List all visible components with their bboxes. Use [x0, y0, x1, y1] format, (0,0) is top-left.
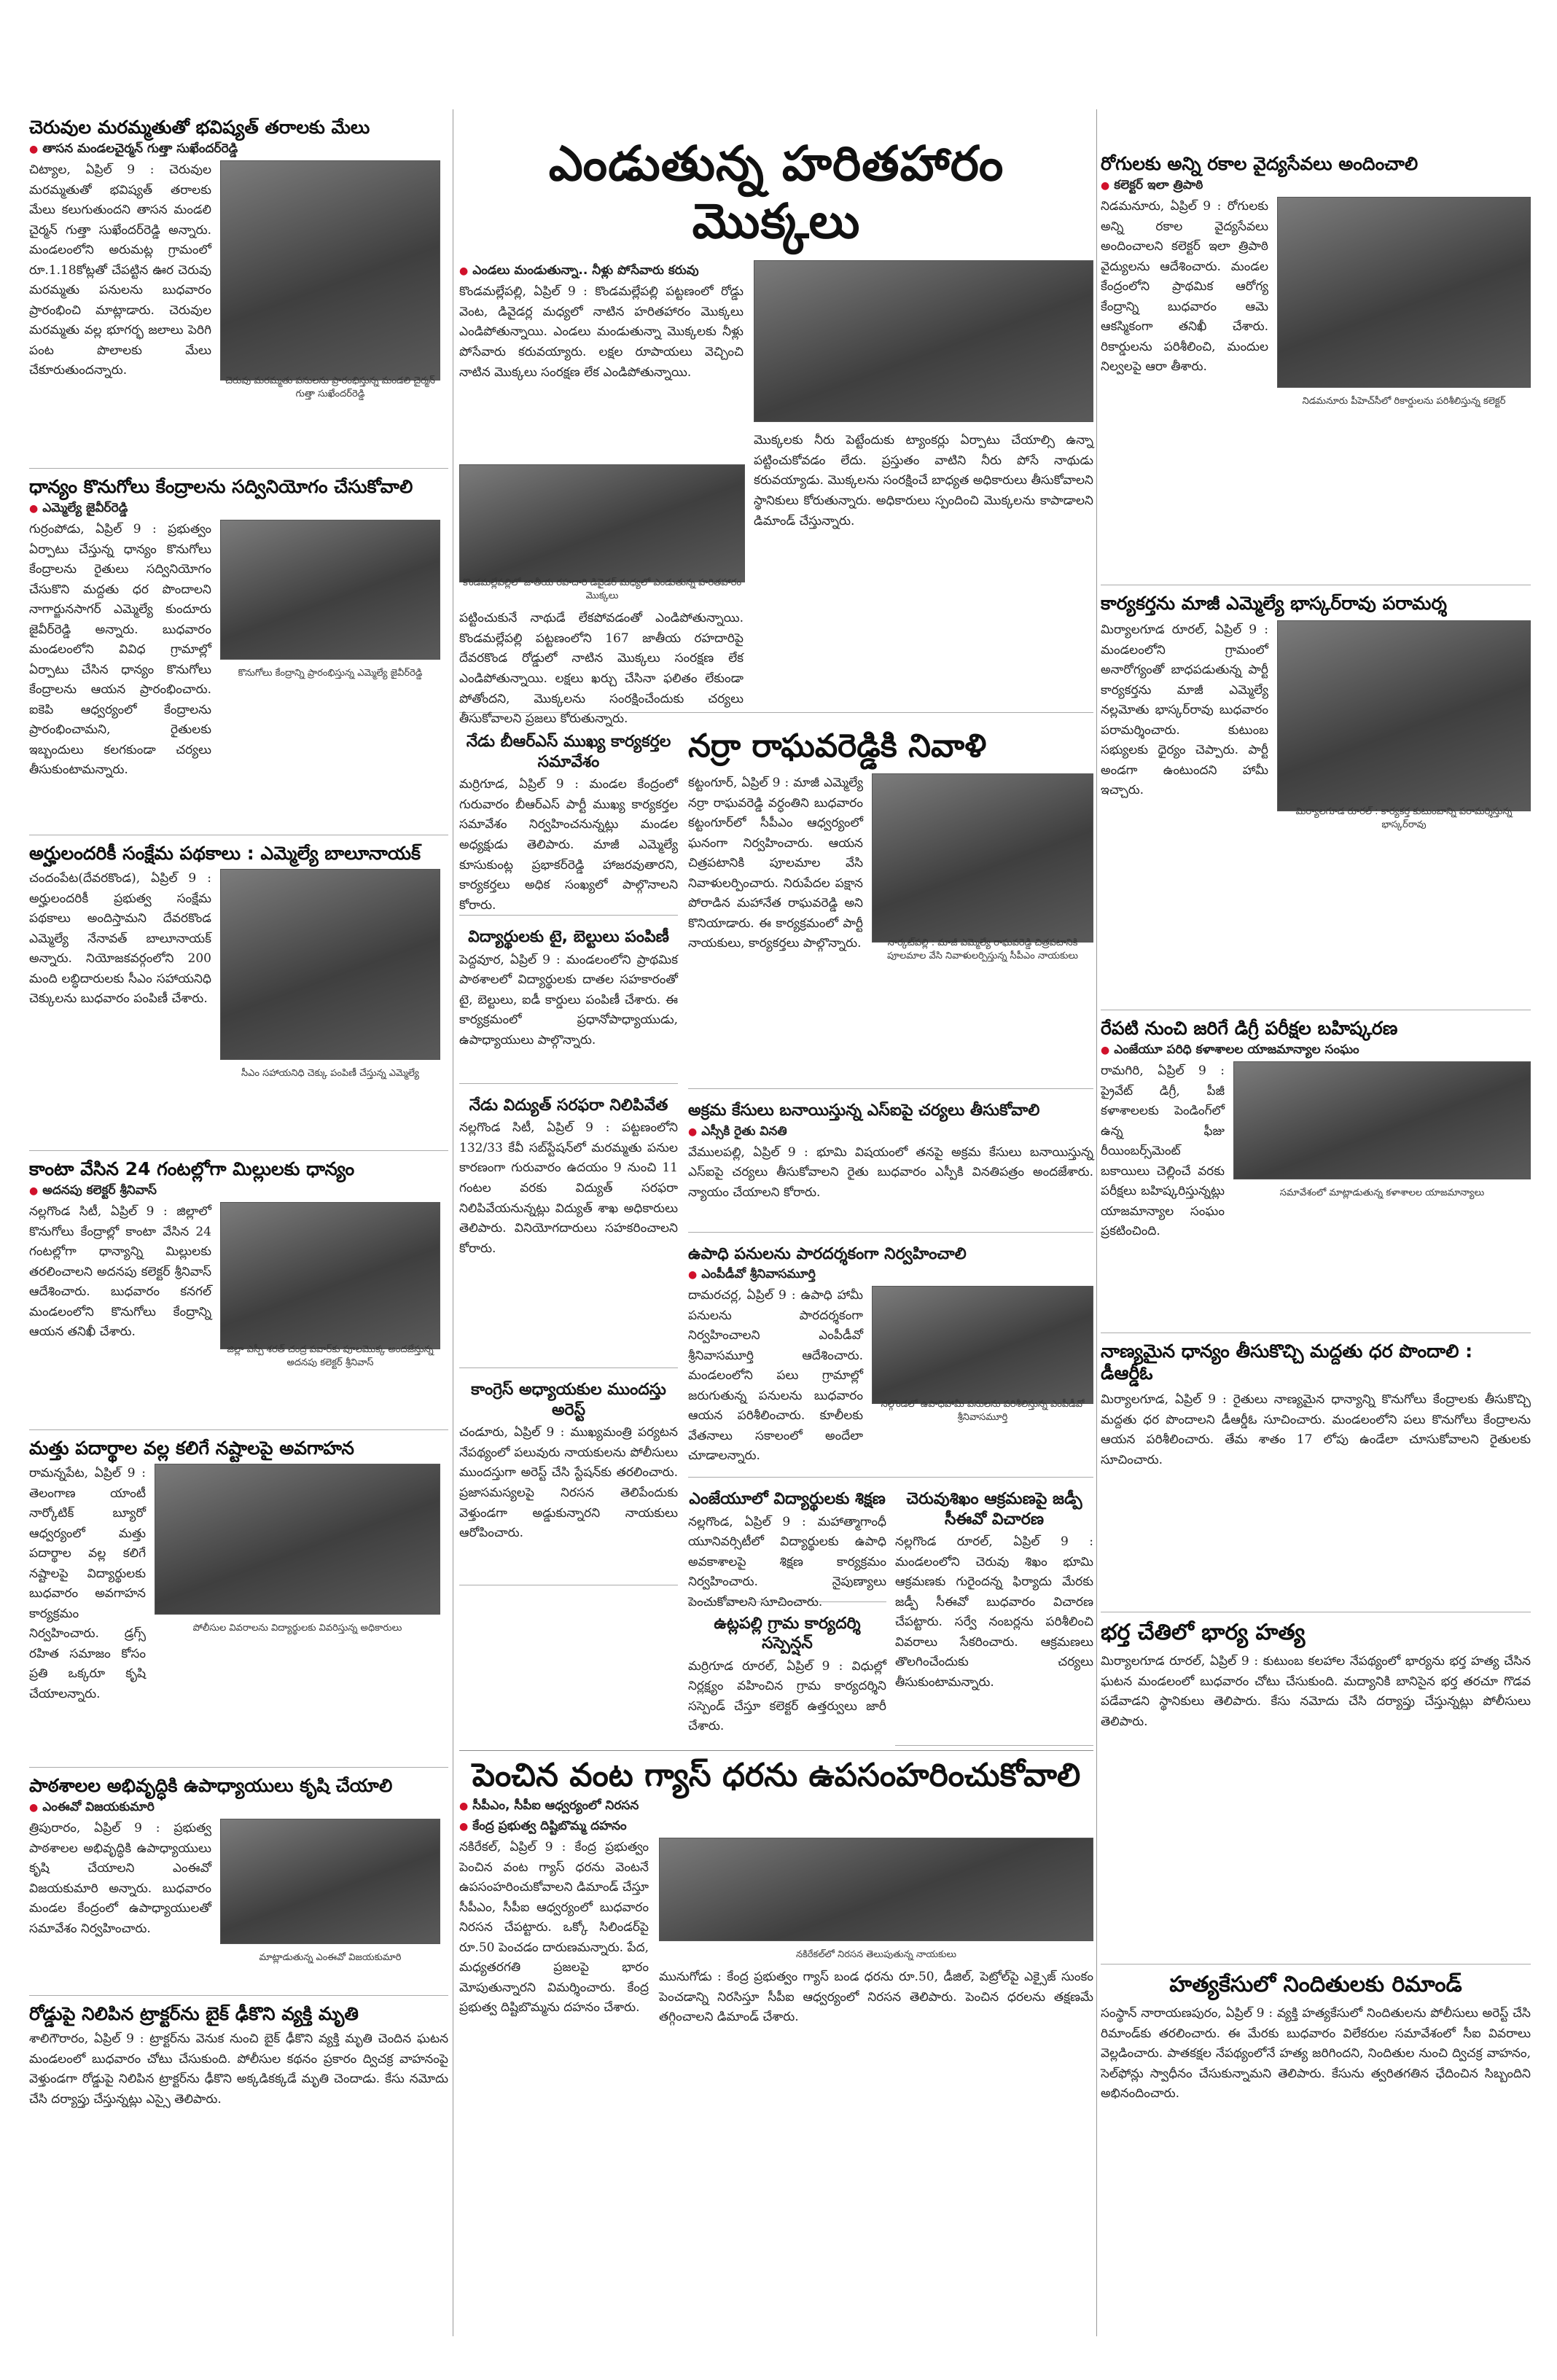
- news-photo: [220, 160, 440, 399]
- article-body: రామన్నపేట, ఏప్రిల్ 9 : తెలంగాణ యాంటీ నార్కోటిక్ బ్యూరో ఆధ్వర్యంలో మత్తు పదార్థాల వల్ల కలిగే నష్టాలపై విద్యార్థులకు బుధవారం అవగాహన కార్యక్రమం నిర్వహించారు. డ్రగ్స్ రహిత సమాజం కోసం ప్రతి ఒక్కరూ కృషి చేయాలన్నారు.: [29, 1466, 146, 1701]
- article-body: మిర్యాలగూడ రూరల్, ఏప్రిల్ 9 : మండలంలోని గ్రామంలో అనారోగ్యంతో బాధపడుతున్న పార్టీ కార్యకర్తను మాజీ ఎమ్మెల్యే నల్లమోతు భాస్కర్‌రావు బుధవారం పరామర్శించారు. కుటుంబ సభ్యులకు ధైర్యం చెప్పారు. పార్టీ అండగా ఉంటుందని హామీ ఇచ్చారు.: [1101, 623, 1268, 798]
- article-body: నల్లగొండ రూరల్, ఏప్రిల్ 9 : మండలంలోని చెరువు శిఖం భూమి ఆక్రమణకు గురైందన్న ఫిర్యాదు మేరకు జడ్పీ సీఈవో బుధవారం విచారణ చేపట్టారు. సర్వే నంబర్లను పరిశీలించి వివరాలు సేకరించారు. ఆక్రమణలు తొలగించేందుకు చర్యలు తీసుకుంటామన్నారు.: [895, 1534, 1093, 1690]
- headline: నర్రా రాఘవరెడ్డికి నివాళి: [688, 727, 987, 765]
- news-photo: [1277, 620, 1531, 830]
- story-remand: [1101, 1965, 1531, 2275]
- article-body: వేములపల్లి, ఏప్రిల్ 9 : భూమి విషయంలో తనపై అక్రమ కేసులు బనాయిస్తున్న ఎస్ఐపై చర్యలు తీసుకోవాలని రైతు బుధవారం ఎస్పీకి వినతిపత్రం అందజేశారు. న్యాయం చేయాలని కోరారు.: [688, 1144, 1093, 1200]
- article-body: మిర్యాలగూడ రూరల్, ఏప్రిల్ 9 : కుటుంబ కలహాల నేపథ్యంలో భార్యను భర్త హత్య చేసిన ఘటన మండలంలో బుధవారం చోటు చేసుకుంది. మద్యానికి బానిసైన భర్త తరచూ గొడవ పడేవాడని స్థానికులు తెలిపారు. కేసు నమోదు చేసి దర్యాప్తు చేస్తున్నట్లు పోలీసులు తెలిపారు.: [1101, 1654, 1531, 1729]
- story-tank-encroachment: [895, 1478, 1093, 1746]
- story-welfare: [29, 835, 448, 1151]
- news-photo: [1233, 1061, 1531, 1198]
- headline: పాఠశాలల అభివృద్ధికి ఉపాధ్యాయులు కృషి చేయాలి: [29, 1775, 393, 1796]
- article-body: మర్రిగూడ, ఏప్రిల్ 9 : మండల కేంద్రంలో గురువారం బీఆర్ఎస్ పార్టీ ముఖ్య కార్యకర్తల సమావేశం నిర్వహించనున్నట్లు మండల అధ్యక్షుడు తెలిపారు. మాజీ ఎమ్మెల్యే కూసుకుంట్ల ప్రభాకర్‌రెడ్డి హాజరవుతారని, కార్యకర్తలు అధిక సంఖ్యలో పాల్గొనాలని కోరారు.: [459, 777, 678, 913]
- headline: కాంటా వేసిన 24 గంటల్లోగా మిల్లులకు ధాన్యం: [29, 1158, 355, 1179]
- headline: ధాన్యం కొనుగోలు కేంద్రాలను సద్వినియోగం చేసుకోవాలి: [29, 476, 413, 497]
- article-body: చందంపేట(దేవరకొండ), ఏప్రిల్ 9 : అర్హులందరికీ ప్రభుత్వ సంక్షేమ పథకాలు అందిస్తామని దేవరకొండ ఎమ్మెల్యే నేనావత్ బాలూనాయక్ అన్నారు. నియోజకవర్గంలోని 200 మంది లబ్ధిదారులకు సీఎం సహాయనిధి చెక్కులను బుధవారం పంపిణీ చేశారు.: [29, 871, 211, 1007]
- news-photo: [659, 1838, 1093, 1960]
- article-body: సంస్థాన్ నారాయణపురం, ఏప్రిల్ 9 : వ్యక్తి హత్యకేసులో నిందితులను పోలీసులు అరెస్ట్ చేసి రిమాండ్‌కు తరలించారు. ఈ మేరకు బుధవారం విలేకరుల సమావేశంలో సీఐ వివరాలు వెల్లడించారు. పాతకక్షల నేపథ్యంలోనే హత్య జరిగిందని, నిందితుల నుంచి ద్విచక్ర వాహనం, సెల్‌ఫోన్లు స్వాధీనం చేసుకున్నామని తెలిపారు. కేసును త్వరితగతిన ఛేదించిన సిబ్బందిని అభినందించారు.: [1101, 2006, 1531, 2102]
- story-power-cut: [459, 1084, 678, 1369]
- article-body: నకిరేకల్, ఏప్రిల్ 9 : కేంద్ర ప్రభుత్వం పెంచిన వంట గ్యాస్ ధరను వెంటనే ఉపసంహరించుకోవాలని డిమాండ్ చేస్తూ సీపీఎం, సీపీఐ ఆధ్వర్యంలో బుధవారం నిరసన చేపట్టారు. ఒక్కో సిలిండర్‌పై రూ.50 పెంచడం దారుణమన్నారు. పేద, మధ్యతరగతి ప్రజలపై భారం మోపుతున్నారని విమర్శించారు. కేంద్ర ప్రభుత్వ దిష్టిబొమ్మను దహనం చేశారు.: [459, 1839, 649, 2016]
- news-photo: [872, 773, 1093, 962]
- article-body: నల్లగొండ సిటీ, ఏప్రిల్ 9 : పట్టణంలోని 132/33 కేవీ సబ్‌స్టేషన్‌లో మరమ్మతు పనుల కారణంగా గురువారం ఉదయం 9 నుంచి 11 గంటల వరకు విద్యుత్ సరఫరా నిలిపివేయనున్నట్లు విద్యుత్ శాఖ అధికారులు తెలిపారు. వినియోగదారులు సహకరించాలని కోరారు.: [459, 1120, 678, 1256]
- byline: ● కలెక్టర్ ఇలా త్రిపాఠి: [1101, 178, 1531, 195]
- photo-caption: నార్కట్‌పల్లి : మాజీ ఎమ్మెల్యే రాఘవరెడ్డి చిత్రపటానికి పూలమాల వేసి నివాళులర్పిస్తున్న సీపీఎం నాయకులు: [886, 937, 1079, 962]
- lead-story: [459, 260, 1093, 727]
- headline: నేడు విద్యుత్ సరఫరా నిలిపివేత: [469, 1096, 668, 1115]
- photo-caption: జిల్లా ఎస్పీ శరత్ చంద్ర పవార్‌కు పూలమొక్క అందజేస్తున్న అదనపు కలెక్టర్ శ్రీనివాస్: [227, 1344, 434, 1368]
- article-body: నల్లగొండ, ఏప్రిల్ 9 : మహాత్మాగాంధీ యూనివర్సిటీలో విద్యార్థులకు ఉపాధి అవకాశాలపై శిక్షణ కార్యక్రమం నిర్వహించారు. నైపుణ్యాలు పెంచుకోవాలని సూచించారు.: [688, 1514, 886, 1610]
- photo-caption: కొండమల్లేపల్లిలో జాతీయ రహదారి డివైడర్ మధ్యలో ఎండుతున్న హరితహారం మొక్కలు: [462, 577, 742, 602]
- article-body: నిడమనూరు, ఏప్రిల్ 9 : రోగులకు అన్ని రకాల వైద్యసేవలు అందించాలని కలెక్టర్ ఇలా త్రిపాఠి వైద్యులను ఆదేశించారు. మండల కేంద్రంలోని ప్రాథమిక ఆరోగ్య కేంద్రాన్ని బుధవారం ఆమె ఆకస్మికంగా తనిఖీ చేశారు. రికార్డులను పరిశీలించి, మందుల నిల్వలపై ఆరా తీశారు.: [1101, 199, 1268, 375]
- headline: అర్హులందరికీ సంక్షేమ పథకాలు : ఎమ్మెల్యే బాలూనాయక్: [29, 843, 421, 864]
- byline: ● ఎమ్మెల్యే జైవీర్‌రెడ్డి: [29, 501, 448, 518]
- headline: నాణ్యమైన ధాన్యం తీసుకొచ్చి మద్దతు ధర పొందాలి : డీఆర్డీఓ: [1101, 1341, 1473, 1384]
- news-photo: [155, 1464, 440, 1634]
- news-photo: [459, 464, 745, 602]
- news-photo: [754, 260, 1093, 422]
- headline: రేపటి నుంచి జరిగే డిగ్రీ పరీక్షల బహిష్కరణ: [1101, 1018, 1398, 1039]
- news-photo: [1277, 197, 1531, 407]
- photo-caption: నకిరేకల్‌లో నిరసన తెలుపుతున్న నాయకులు: [795, 1948, 957, 1960]
- headline: అక్రమ కేసులు బనాయిస్తున్న ఎస్ఐపై చర్యలు తీసుకోవాలి: [688, 1101, 1040, 1120]
- article-body: పెద్దవూర, ఏప్రిల్ 9 : మండలంలోని ప్రాథమిక పాఠశాలలో విద్యార్థులకు దాతల సహకారంతో టై, బెల్టులు, ఐడీ కార్డులు పంపిణీ చేశారు. ఈ కార్యక్రమంలో ప్రధానోపాధ్యాయుడు, ఉపాధ్యాయులు పాల్గొన్నారు.: [459, 952, 678, 1047]
- photo-caption: పోలీసుల వివరాలను విద్యార్థులకు వివరిస్తున్న అధికారులు: [192, 1623, 402, 1634]
- story-tie-belt: [459, 916, 678, 1084]
- story-tank-repair: [29, 109, 448, 469]
- byline: ● సీపీఎం, సీపీఐ ఆధ్వర్యంలో నిరసన: [459, 1798, 1093, 1816]
- photo-caption: సీఎం సహాయనిధి చెక్కు పంపిణీ చేస్తున్న ఎమ్మెల్యే: [241, 1068, 419, 1079]
- right-column: [1101, 146, 1531, 2344]
- left-column: [29, 109, 448, 2344]
- story-accident: [29, 1996, 448, 2162]
- story-brs: [459, 720, 678, 916]
- story-quality-grain: [1101, 1333, 1531, 1612]
- article-body: శాలిగౌరారం, ఏప్రిల్ 9 : ట్రాక్టర్‌ను వెనుక నుంచి బైక్ ఢీకొని వ్యక్తి మృతి చెందిన ఘటన మండలంలో బుధవారం చోటు చేసుకుంది. పోలీసుల కథనం ప్రకారం ద్విచక్ర వాహనంపై వెళ్తుండగా రోడ్డుపై నిలిపిన ట్రాక్టర్‌ను ఢీకొని అక్కడికక్కడే మృతి చెందాడు. కేసు నమోదు చేసి దర్యాప్తు చేస్తున్నట్లు ఎస్సై తెలిపారు.: [29, 2032, 448, 2107]
- news-photo: [220, 869, 440, 1079]
- byline: ● ఎంపీడీవో శ్రీనివాసమూర్తి: [688, 1267, 1093, 1284]
- news-photo: [220, 1819, 440, 1963]
- article-body: నల్లగొండ సిటీ, ఏప్రిల్ 9 : జిల్లాలో కొనుగోలు కేంద్రాల్లో కాంటా వేసిన 24 గంటల్లోగా ధాన్యాన్ని మిల్లులకు తరలించాలని అదనపు కలెక్టర్ శ్రీనివాస్ ఆదేశించారు. బుధవారం కనగల్ మండలంలోని కొనుగోలు కేంద్రాన్ని ఆయన తనిఖీ చేశారు.: [29, 1204, 211, 1340]
- story-schools: [29, 1768, 448, 1996]
- news-photo: [872, 1286, 1093, 1424]
- byline: ● ఎస్సీకి రైతు వినతి: [688, 1124, 1093, 1142]
- story-false-cases: [688, 1089, 1093, 1233]
- headline: చెరువుల మరమ్మతుతో భవిష్యత్ తరాలకు మేలు: [29, 117, 370, 138]
- article-body: మునుగోడు : కేంద్ర ప్రభుత్వం గ్యాస్ బండ ధరను రూ.50, డీజిల్, పెట్రోల్‌పై ఎక్సైజ్ సుంకం పెంచడాన్ని నిరసిస్తూ సీపీఐ ఆధ్వర్యంలో నిరసన తెలిపారు. పెంచిన ధరలను తక్షణమే తగ్గించాలని డిమాండ్ చేశారు.: [659, 1969, 1093, 2025]
- headline: నేడు బీఆర్ఎస్ ముఖ్య కార్యకర్తల సమావేశం: [466, 733, 671, 771]
- headline: ఎంజేయూలో విద్యార్థులకు శిక్షణ: [689, 1490, 886, 1509]
- story-grain-centres: [29, 469, 448, 835]
- story-collector-visit: [1101, 146, 1531, 585]
- middle-right-subcolumn: [688, 720, 1093, 1746]
- headline: ఉపాధి పనులను పారదర్శకంగా నిర్వహించాలి: [688, 1244, 967, 1263]
- photo-caption: నల్గొండలో ఉపాధిహామీ పనులను పరిశీలిస్తున్న ఎంపీడీవో శ్రీనివాసమూర్తి: [881, 1399, 1085, 1424]
- headline: పెంచిన వంట గ్యాస్ ధరను ఉపసంహరించుకోవాలి: [472, 1757, 1081, 1795]
- headline: కాంగ్రెస్ అధ్యాయకుల ముందస్తు అరెస్ట్: [471, 1381, 666, 1419]
- story-suspension: [688, 1602, 886, 1746]
- article-body: మిర్యాలగూడ, ఏప్రిల్ 9 : రైతులు నాణ్యమైన ధాన్యాన్ని కొనుగోలు కేంద్రాలకు తీసుకొచ్చి మద్దతు ధర పొందాలని డీఆర్డీఓ సూచించారు. మండలంలోని పలు కొనుగోలు కేంద్రాలను ఆయన పరిశీలించారు. తేమ శాతం 17 లోపు ఉండేలా చూసుకోవాలని రైతులకు సూచించారు.: [1101, 1392, 1531, 1467]
- story-exam-boycott: [1101, 1010, 1531, 1333]
- headline: మత్తు పదార్థాల వల్ల కలిగే నష్టాలపై అవగాహన: [29, 1437, 354, 1459]
- article-body: గుర్రంపోడు, ఏప్రిల్ 9 : ప్రభుత్వం ఏర్పాటు చేస్తున్న ధాన్యం కొనుగోలు కేంద్రాలను రైతులు సద్వినియోగం చేసుకొని మద్దతు ధర పొందాలని నాగార్జునసాగర్ ఎమ్మెల్యే కుందూరు జైవీర్‌రెడ్డి అన్నారు. బుధవారం మండలంలోని వివిధ గ్రామాల్లో ఏర్పాటు చేసిన ధాన్యం కొనుగోలు కేంద్రాలను ఆయన ప్రారంభించారు. ఐకెపి ఆధ్వర్యంలో కేంద్రాలను ప్రారంభించామని, రైతులకు ఇబ్బందులు కలగకుండా చర్యలు తీసుకుంటామన్నారు.: [29, 522, 211, 778]
- photo-caption: కొనుగోలు కేంద్రాన్ని ప్రారంభిస్తున్న ఎమ్మెల్యే జైవీర్‌రెడ్డి: [238, 668, 423, 679]
- byline: ● ఎంజేయూ పరిధి కళాశాలల యాజమాన్యాల సంఘం: [1101, 1042, 1531, 1060]
- photo-caption: సమావేశంలో మాట్లాడుతున్న కళాశాలల యాజమాన్యాలు: [1279, 1187, 1485, 1198]
- photo-caption: నిడమనూరు పీహెచ్‌సీలో రికార్డులను పరిశీలిస్తున్న కలెక్టర్: [1302, 396, 1506, 407]
- story-arrest: [459, 1368, 678, 1585]
- article-body: రామగిరి, ఏప్రిల్ 9 : ప్రైవేట్ డిగ్రీ, పీజీ కళాశాలలకు పెండింగ్‌లో ఉన్న ఫీజు రీయింబర్స్‌మెంట్ బకాయిలు చెల్లించే వరకు పరీక్షలు బహిష్కరిస్తున్నట్లు యాజమాన్యాల సంఘం ప్రకటించింది.: [1101, 1064, 1225, 1239]
- article-body: దామరచర్ల, ఏప్రిల్ 9 : ఉపాధి హామీ పనులను పారదర్శకంగా నిర్వహించాలని ఎంపీడీవో శ్రీనివాసమూర్తి ఆదేశించారు. మండలంలోని పలు గ్రామాల్లో జరుగుతున్న పనులను బుధవారం ఆయన పరిశీలించారు. కూలీలకు వేతనాలు సకాలంలో అందేలా చూడాలన్నారు.: [688, 1288, 863, 1464]
- middle-left-subcolumn: [459, 720, 678, 1746]
- headline: రోగులకు అన్ని రకాల వైద్యసేవలు అందించాలి: [1101, 153, 1419, 174]
- article-body: చండూరు, ఏప్రిల్ 9 : ముఖ్యమంత్రి పర్యటన నేపథ్యంలో పలువురు నాయకులను పోలీసులు ముందస్తుగా అరెస్ట్ చేసి స్టేషన్‌కు తరలించారు. ప్రజాసమస్యలపై నిరసన తెలిపేందుకు వెళ్తుండగా అడ్డుకున్నారని నాయకులు ఆరోపించారు.: [459, 1425, 678, 1541]
- article-body: మర్రిగూడ రూరల్, ఏప్రిల్ 9 : విధుల్లో నిర్లక్ష్యం వహించిన గ్రామ కార్యదర్శిని సస్పెండ్ చేస్తూ కలెక్టర్ ఉత్తర్వులు జారీ చేశారు.: [688, 1658, 886, 1734]
- photo-caption: మిర్యాలగూడ రూరల్ : కార్యకర్త కుటుంబాన్ని పరామర్శిస్తున్న భాస్కర్‌రావు: [1295, 806, 1513, 830]
- story-employment: [688, 1233, 1093, 1478]
- headline: రోడ్డుపై నిలిపిన ట్రాక్టర్‌ను బైక్ ఢీకొని వ్యక్తి మృతి: [29, 2003, 359, 2024]
- headline: ఉట్లపల్లి గ్రామ కార్యదర్శి సస్పెన్షన్: [714, 1614, 861, 1653]
- article-body: త్రిపురారం, ఏప్రిల్ 9 : ప్రభుత్వ పాఠశాలల అభివృద్ధికి ఉపాధ్యాయులు కృషి చేయాలని ఎంఈవో విజయకుమారి అన్నారు. బుధవారం మండల కేంద్రంలో ఉపాధ్యాయులతో సమావేశం నిర్వహించారు.: [29, 1821, 211, 1936]
- byline: ● తాసన మండలచైర్మన్ గుత్తా సుఖేందర్‌రెడ్డి: [29, 141, 448, 159]
- lead-headline: ఎండుతున్న హరితహారం మొక్కలు: [548, 136, 1004, 250]
- story-gas-price: [459, 1750, 1093, 2026]
- news-photo: [220, 1202, 440, 1368]
- photo-caption: మాట్లాడుతున్న ఎంఈవో విజయకుమారి: [259, 1952, 402, 1963]
- column-rule: [1096, 109, 1097, 2336]
- middle-column: [459, 135, 1093, 2344]
- article-body: కొండమల్లేపల్లి, ఏప్రిల్ 9 : కొండమల్లేపల్లి పట్టణంలో రోడ్డు వెంట, డివైడర్ల మధ్యలో నాటిన హరితహారం మొక్కలు ఎండిపోతున్నాయి. ఎండలు మండుతున్నా మొక్కలకు నీళ్లు పోసేవారు కరువయ్యారు. లక్షల రూపాయలు వెచ్చించి నాటిన మొక్కలు సంరక్షణ లేక ఎండిపోతున్నాయి.: [459, 284, 744, 380]
- lead-subhead: ● ఎండలు మండుతున్నా.. నీళ్లు పోసేవారు కరువు: [459, 263, 744, 281]
- article-body: కట్టంగూర్, ఏప్రిల్ 9 : మాజీ ఎమ్మెల్యే నర్రా రాఘవరెడ్డి వర్ధంతిని బుధవారం కట్టంగూర్‌లో సీపీఎం ఆధ్వర్యంలో ఘనంగా నిర్వహించారు. ఆయన చిత్రపటానికి పూలమాల వేసి నివాళులర్పించారు. నిరుపేదల పక్షాన పోరాడిన మహానేత రాఘవరెడ్డి అని కొనియాడారు. ఈ కార్యక్రమంలో పార్టీ నాయకులు, కార్యకర్తలు పాల్గొన్నారు.: [688, 776, 863, 951]
- photo-caption: చెరువు మరమ్మతు పనులను ప్రారంభిస్తున్న మండలి చైర్మన్ గుత్తా సుఖేందర్‌రెడ్డి: [225, 375, 435, 399]
- article-body: చిట్యాల, ఏప్రిల్ 9 : చెరువుల మరమ్మతుతో భవిష్యత్ తరాలకు మేలు కలుగుతుందని తాసన మండలి చైర్మన్ గుత్తా సుఖేందర్‌రెడ్డి అన్నారు. మండలంలోని అరుమట్ల గ్రామంలో రూ.1.18కోట్లతో చేపట్టిన ఊర చెరువు మరమ్మతు పనులను బుధవారం ప్రారంభించి మాట్లాడారు. చెరువుల మరమ్మతు వల్ల భూగర్భ జలాలు పెరిగి పంట పొలాలకు మేలు చేకూరుతుందన్నారు.: [29, 163, 211, 378]
- story-ex-mla-visit: [1101, 585, 1531, 1010]
- headline: విద్యార్థులకు టై, బెల్టులు పంపిణీ: [468, 928, 669, 947]
- news-photo: [220, 520, 440, 679]
- story-weighing: [29, 1151, 448, 1430]
- headline: కార్యకర్తను మాజీ ఎమ్మెల్యే భాస్కర్‌రావు పరామర్శ: [1101, 593, 1447, 614]
- byline: ● కేంద్ర ప్రభుత్వ దిష్టిబొమ్మ దహనం: [459, 1819, 1093, 1836]
- byline: ● అదనపు కలెక్టర్ శ్రీనివాస్: [29, 1183, 448, 1201]
- article-body: పట్టించుకునే నాథుడే లేకపోవడంతో ఎండిపోతున్నాయి. కొండమల్లేపల్లి పట్టణంలోని 167 జాతీయ రహదారిపై దేవరకొండ రోడ్డులో నాటిన మొక్కలు సంరక్షణ లేక ఎండిపోతున్నాయి. లక్షలు ఖర్చు చేసినా ఫలితం లేకుండా పోతోందని, మొక్కలను సంరక్షించేందుకు చర్యలు తీసుకోవాలని ప్రజలు కోరుతున్నారు.: [459, 611, 744, 727]
- headline: చెరువుశిఖం ఆక్రమణపై జడ్పీ సీఈవో విచారణ: [906, 1490, 1082, 1529]
- story-wife-murder: [1101, 1612, 1531, 1965]
- story-drugs: [29, 1430, 448, 1768]
- headline: భర్త చేతిలో భార్య హత్య: [1101, 1620, 1306, 1645]
- story-training: [688, 1478, 886, 1610]
- story-tribute: [688, 720, 1093, 1089]
- article-body: మొక్కలకు నీరు పెట్టేందుకు ట్యాంకర్లు ఏర్పాటు చేయాల్సి ఉన్నా పట్టించుకోవడం లేదు. ప్రస్తుతం వాటిని నీరు పోసే నాథుడు కరువయ్యాడు. మొక్కలను సంరక్షించే బాధ్యత అధికారులు తీసుకోవాలని స్థానికులు కోరుతున్నారు. అధికారులు స్పందించి మొక్కలను కాపాడాలని డిమాండ్ చేస్తున్నారు.: [754, 433, 1093, 528]
- headline: హత్యకేసులో నిందితులకు రిమాండ్: [1169, 1972, 1462, 1997]
- byline: ● ఎంఈవో విజయకుమారి: [29, 1800, 448, 1817]
